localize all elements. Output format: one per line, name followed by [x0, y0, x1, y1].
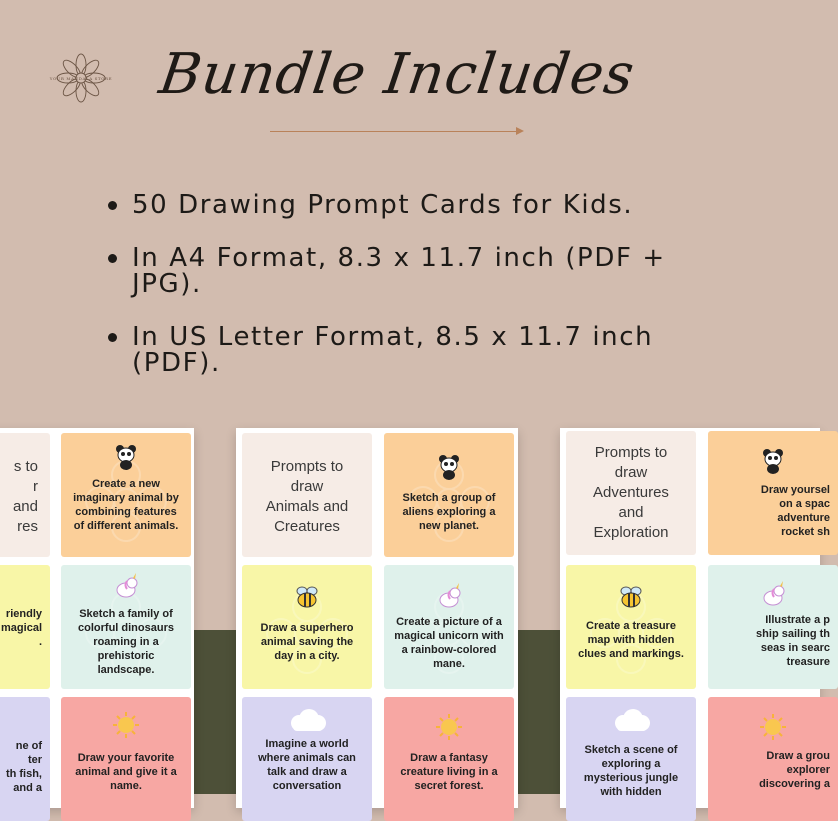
prompt-sheet-middle [236, 428, 518, 808]
logo-text: YOUR MANDALA STORE [49, 76, 113, 81]
prompt-text: Sketch a family of colorful dinosaurs roaming in a prehistoric landscape. [78, 608, 174, 676]
sheet-title-card [0, 433, 50, 557]
panda-icon [435, 453, 463, 481]
cloud-icon [609, 707, 653, 735]
prompt-card [61, 697, 191, 821]
unicorn-icon [435, 583, 463, 611]
bullet-dot-icon [108, 254, 117, 263]
sheet-title: Prompts to draw Adventures and Exploration [593, 444, 669, 541]
sheet-title-card [566, 431, 696, 555]
prompt-text: Imagine a world where animals can talk and draw a conversation [258, 738, 356, 792]
prompt-text: Sketch a group of aliens exploring a new planet. [402, 492, 496, 532]
panda-icon [112, 443, 140, 471]
prompt-card [242, 697, 372, 821]
sheet-title-card [242, 433, 372, 557]
prompt-card [61, 565, 191, 689]
prompt-text: Draw a fantasy creature living in a secret forest. [400, 752, 498, 792]
arrow-icon [516, 127, 524, 135]
prompt-text: Draw yoursel on a spac adventure rocket sh [760, 484, 830, 538]
prompt-card [384, 565, 514, 689]
bee-icon [617, 583, 645, 611]
bee-icon [293, 583, 321, 611]
bullet-dot-icon [108, 333, 117, 342]
prompt-sheet-right [560, 428, 830, 808]
bullet-list [104, 192, 724, 403]
sun-icon [435, 713, 463, 741]
prompt-text: Sketch a scene of exploring a mysterious jungle with hidden [583, 744, 679, 798]
unicorn-icon [759, 581, 787, 609]
prompt-card [0, 565, 50, 689]
prompt-text: riendly magical . [1, 608, 42, 648]
prompt-card [708, 565, 838, 689]
prompt-card [384, 433, 514, 557]
title-divider [270, 131, 520, 132]
sun-icon [112, 711, 140, 739]
prompt-text: Create a picture of a magical unicorn with a rainbow-colored mane. [394, 616, 504, 670]
cloud-icon [285, 707, 329, 735]
prompt-text: Draw a superhero animal saving the day in a city. [260, 622, 354, 662]
bullet-item: In A4 Format, 8.3 x 11.7 inch (PDF + JPG). [104, 245, 724, 297]
page-title: Bundle Includes [155, 42, 639, 107]
sun-icon [759, 713, 787, 741]
prompt-card [566, 565, 696, 689]
prompt-text: Create a treasure map with hidden clues and markings. [578, 620, 684, 660]
prompt-text: Draw a grou explorer discovering a [759, 750, 830, 790]
prompt-card [61, 433, 191, 557]
prompt-card [708, 697, 838, 821]
bullet-item: In US Letter Format, 8.5 x 11.7 inch (PDF). [104, 324, 724, 376]
prompt-text: Draw your favorite animal and give it a name. [75, 752, 177, 792]
prompt-card [242, 565, 372, 689]
prompt-text: ne of ter th fish, and a [5, 740, 42, 794]
unicorn-icon [112, 573, 140, 601]
prompt-card [566, 697, 696, 821]
bullet-dot-icon [108, 201, 117, 210]
panda-icon [759, 447, 787, 475]
prompt-sheet-left [0, 428, 194, 808]
bullet-item: 50 Drawing Prompt Cards for Kids. [104, 192, 724, 218]
prompt-card [384, 697, 514, 821]
prompt-card [708, 431, 838, 555]
sheet-title: s to r and res [12, 458, 38, 535]
prompt-text: Illustrate a p ship sailing th seas in searc treasure [756, 614, 830, 668]
sheet-title: Prompts to draw Animals and Creatures [265, 458, 349, 535]
prompt-text: Create a new imaginary animal by combining features of different animals. [73, 478, 179, 532]
prompt-card [0, 697, 50, 821]
